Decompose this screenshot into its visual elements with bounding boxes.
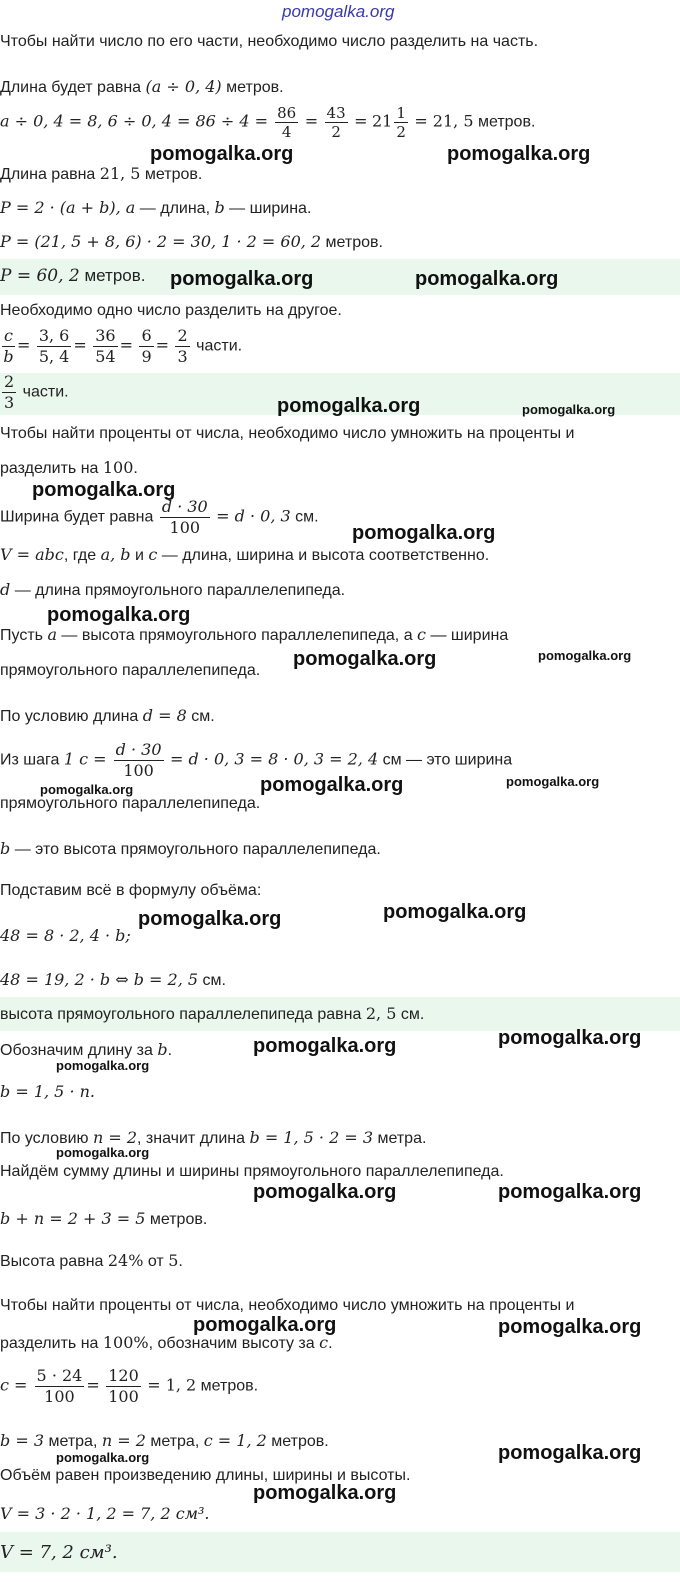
fraction: $\frac{120}{100}$ <box>108 1366 139 1406</box>
math: b + n = 2 + 3 = 5 <box>0 1209 146 1228</box>
watermark: pomogalka.org <box>47 604 191 626</box>
watermark: pomogalka.org <box>56 1058 150 1073</box>
fraction: $\frac{5 \cdot 24}{100}$ <box>36 1366 83 1406</box>
math: d = 8 <box>142 706 187 725</box>
fraction: $\frac{86}{4}$ <box>277 104 297 141</box>
watermark: pomogalka.org <box>293 648 437 670</box>
site-header-watermark[interactable]: pomogalka.org <box>282 2 395 21</box>
math: 21, 5 <box>99 164 141 183</box>
fraction: $\frac{c}{b}$ <box>3 326 14 366</box>
math: 1 c = <box>63 749 112 769</box>
text-line: P = 2 · (a + b), a — длина, b — ширина. <box>0 198 312 217</box>
watermark: pomogalka.org <box>447 143 591 165</box>
answer-line: P = 60, 2 метров. <box>0 266 146 286</box>
math: P = 60, 2 <box>0 266 80 286</box>
text-line: 48 = 19, 2 · b ⇔ b = 2, 5 см. <box>0 970 226 989</box>
text-line: Длина равна 21, 5 метров. <box>0 164 203 183</box>
watermark: pomogalka.org <box>40 782 134 797</box>
math: c = <box>0 1375 33 1395</box>
answer-line: $\frac{2}{3}$ части. <box>4 372 69 412</box>
text-line: прямоугольного параллелепипеда. <box>0 795 261 812</box>
math: V = abc <box>0 545 64 564</box>
watermark: pomogalka.org <box>352 522 496 544</box>
watermark: pomogalka.org <box>32 479 176 501</box>
math: P = 2 · (a + b), a <box>0 198 136 217</box>
watermark: pomogalka.org <box>498 1181 642 1203</box>
text-line: d — длина прямоугольного параллелепипеда. <box>0 580 346 599</box>
math: a ÷ 0, 4 = 8, 6 ÷ 0, 4 = 86 ÷ 4 = <box>0 111 274 131</box>
math: = d · 0, 3 <box>216 506 291 526</box>
watermark: pomogalka.org <box>538 648 632 663</box>
watermark: pomogalka.org <box>506 774 600 789</box>
watermark: pomogalka.org <box>193 1314 337 1336</box>
fraction: $\frac{3, 6}{5, 4}$ <box>38 326 70 366</box>
watermark: pomogalka.org <box>56 1450 150 1465</box>
watermark: pomogalka.org <box>498 1027 642 1049</box>
math: 48 = 8 · 2, 4 · b; <box>0 926 131 945</box>
text-line: Чтобы найти число по его части, необходимо число разделить на часть. <box>0 33 539 50</box>
watermark: pomogalka.org <box>415 268 559 290</box>
text-line: Длина будет равна (a ÷ 0, 4) метров. <box>0 77 284 96</box>
text-line: b — это высота прямоугольного параллелепипеда. <box>0 839 381 858</box>
watermark: pomogalka.org <box>277 395 421 417</box>
text-line: Найдём сумму длины и ширины прямоугольного параллелепипеда. <box>0 1163 504 1180</box>
text-line: Ширина будет равна $\frac{d \cdot 30}{100}$ = d · 0, 3 см. <box>0 497 319 537</box>
watermark: pomogalka.org <box>56 1145 150 1160</box>
text-line: разделить на 100%, обозначим высоту за c. <box>0 1333 333 1352</box>
text-line: Из шага 1 c = $\frac{d \cdot 30}{100}$ = d · 0, 3 = 8 · 0, 3 = 2, 4 см — это ширина <box>0 740 513 780</box>
watermark: pomogalka.org <box>522 402 616 417</box>
watermark: pomogalka.org <box>253 1035 397 1057</box>
watermark: pomogalka.org <box>253 1482 397 1504</box>
text-line: Необходимо одно число разделить на другое. <box>0 302 342 319</box>
answer-line: высота прямоугольного параллелепипеда равна 2, 5 см. <box>0 1004 425 1023</box>
text-line: Чтобы найти проценты от числа, необходимо число умножить на проценты и <box>0 1297 575 1314</box>
text-line <box>0 1504 680 1524</box>
text-line: c = $\frac{5 \cdot 24}{100}$ = $\frac{120}{100}$ = 1, 2 метров. <box>0 1366 259 1406</box>
answer-line <box>0 1542 680 1563</box>
math: b <box>0 839 11 858</box>
text-line: разделить на 100. <box>0 458 138 477</box>
fraction: $\frac{d \cdot 30}{100}$ <box>115 740 162 780</box>
fraction: $\frac{2}{3}$ <box>4 372 15 412</box>
text-line: b + n = 2 + 3 = 5 метров. <box>0 1209 208 1228</box>
text-line <box>0 1082 680 1102</box>
math: P = (21, 5 + 8, 6) · 2 = 30, 1 · 2 = 60, 2 <box>0 232 322 251</box>
watermark: pomogalka.org <box>498 1442 642 1464</box>
watermark: pomogalka.org <box>253 1181 397 1203</box>
text-line: Обозначим длину за b. <box>0 1040 173 1059</box>
watermark: pomogalka.org <box>150 143 294 165</box>
math: 48 = 19, 2 · b ⇔ b = 2, 5 <box>0 970 199 989</box>
text-line: По условию n = 2, значит длина b = 1, 5 · 2 = 3 метра. <box>0 1128 427 1147</box>
text-line: a ÷ 0, 4 = 8, 6 ÷ 0, 4 = 86 ÷ 4 = $\frac{86}{4}$ = $\frac{43}{2}$ = 21 $\frac{1}{2}$ = 21, 5 метров. <box>0 104 536 141</box>
math: V = 7, 2 см³. <box>0 1542 118 1563</box>
text-line: Пусть a — высота прямоугольного параллелепипеда, а c — ширина <box>0 625 509 644</box>
text-line: P = (21, 5 + 8, 6) · 2 = 30, 1 · 2 = 60, 2 метров. <box>0 232 383 251</box>
fraction: $\frac{d \cdot 30}{100}$ <box>161 497 208 537</box>
text-line: $\frac{c}{b}$ = $\frac{3, 6}{5, 4}$ = $\frac{36}{54}$ = $\frac{6}{9}$ = $\frac{2}{3}$ части. <box>3 326 243 366</box>
text-line: V = abc, где a, b и c — длина, ширина и высота соответственно. <box>0 545 490 564</box>
math: (a ÷ 0, 4) <box>145 77 222 96</box>
watermark: pomogalka.org <box>498 1316 642 1338</box>
fraction: $\frac{1}{2}$ <box>396 104 406 141</box>
fraction: $\frac{2}{3}$ <box>177 326 188 366</box>
fraction: $\frac{43}{2}$ <box>326 104 346 141</box>
text-line: b = 3 метра, n = 2 метра, c = 1, 2 метров. <box>0 1431 329 1450</box>
text-line: Чтобы найти проценты от числа, необходимо число умножить на проценты и <box>0 425 575 442</box>
math: V = 3 · 2 · 1, 2 = 7, 2 см³. <box>0 1504 210 1523</box>
math: b = 1, 5 · n. <box>0 1082 95 1101</box>
watermark: pomogalka.org <box>170 268 314 290</box>
text-line: Объём равен произведению длины, ширины и высоты. <box>0 1467 411 1484</box>
fraction: $\frac{36}{54}$ <box>95 326 116 366</box>
text-line <box>0 926 680 946</box>
math: 2, 5 <box>365 1004 397 1023</box>
watermark: pomogalka.org <box>383 901 527 923</box>
math: d <box>0 580 11 599</box>
watermark: pomogalka.org <box>260 774 404 796</box>
watermark: pomogalka.org <box>138 908 282 930</box>
fraction: $\frac{6}{9}$ <box>141 326 152 366</box>
text-line: По условию длина d = 8 см. <box>0 706 215 725</box>
text-line: прямоугольного параллелепипеда. <box>0 662 261 679</box>
text-line: Высота равна 24% от 5. <box>0 1251 183 1270</box>
text-line: Подставим всё в формулу объёма: <box>0 882 262 899</box>
math: 100 <box>102 458 134 477</box>
